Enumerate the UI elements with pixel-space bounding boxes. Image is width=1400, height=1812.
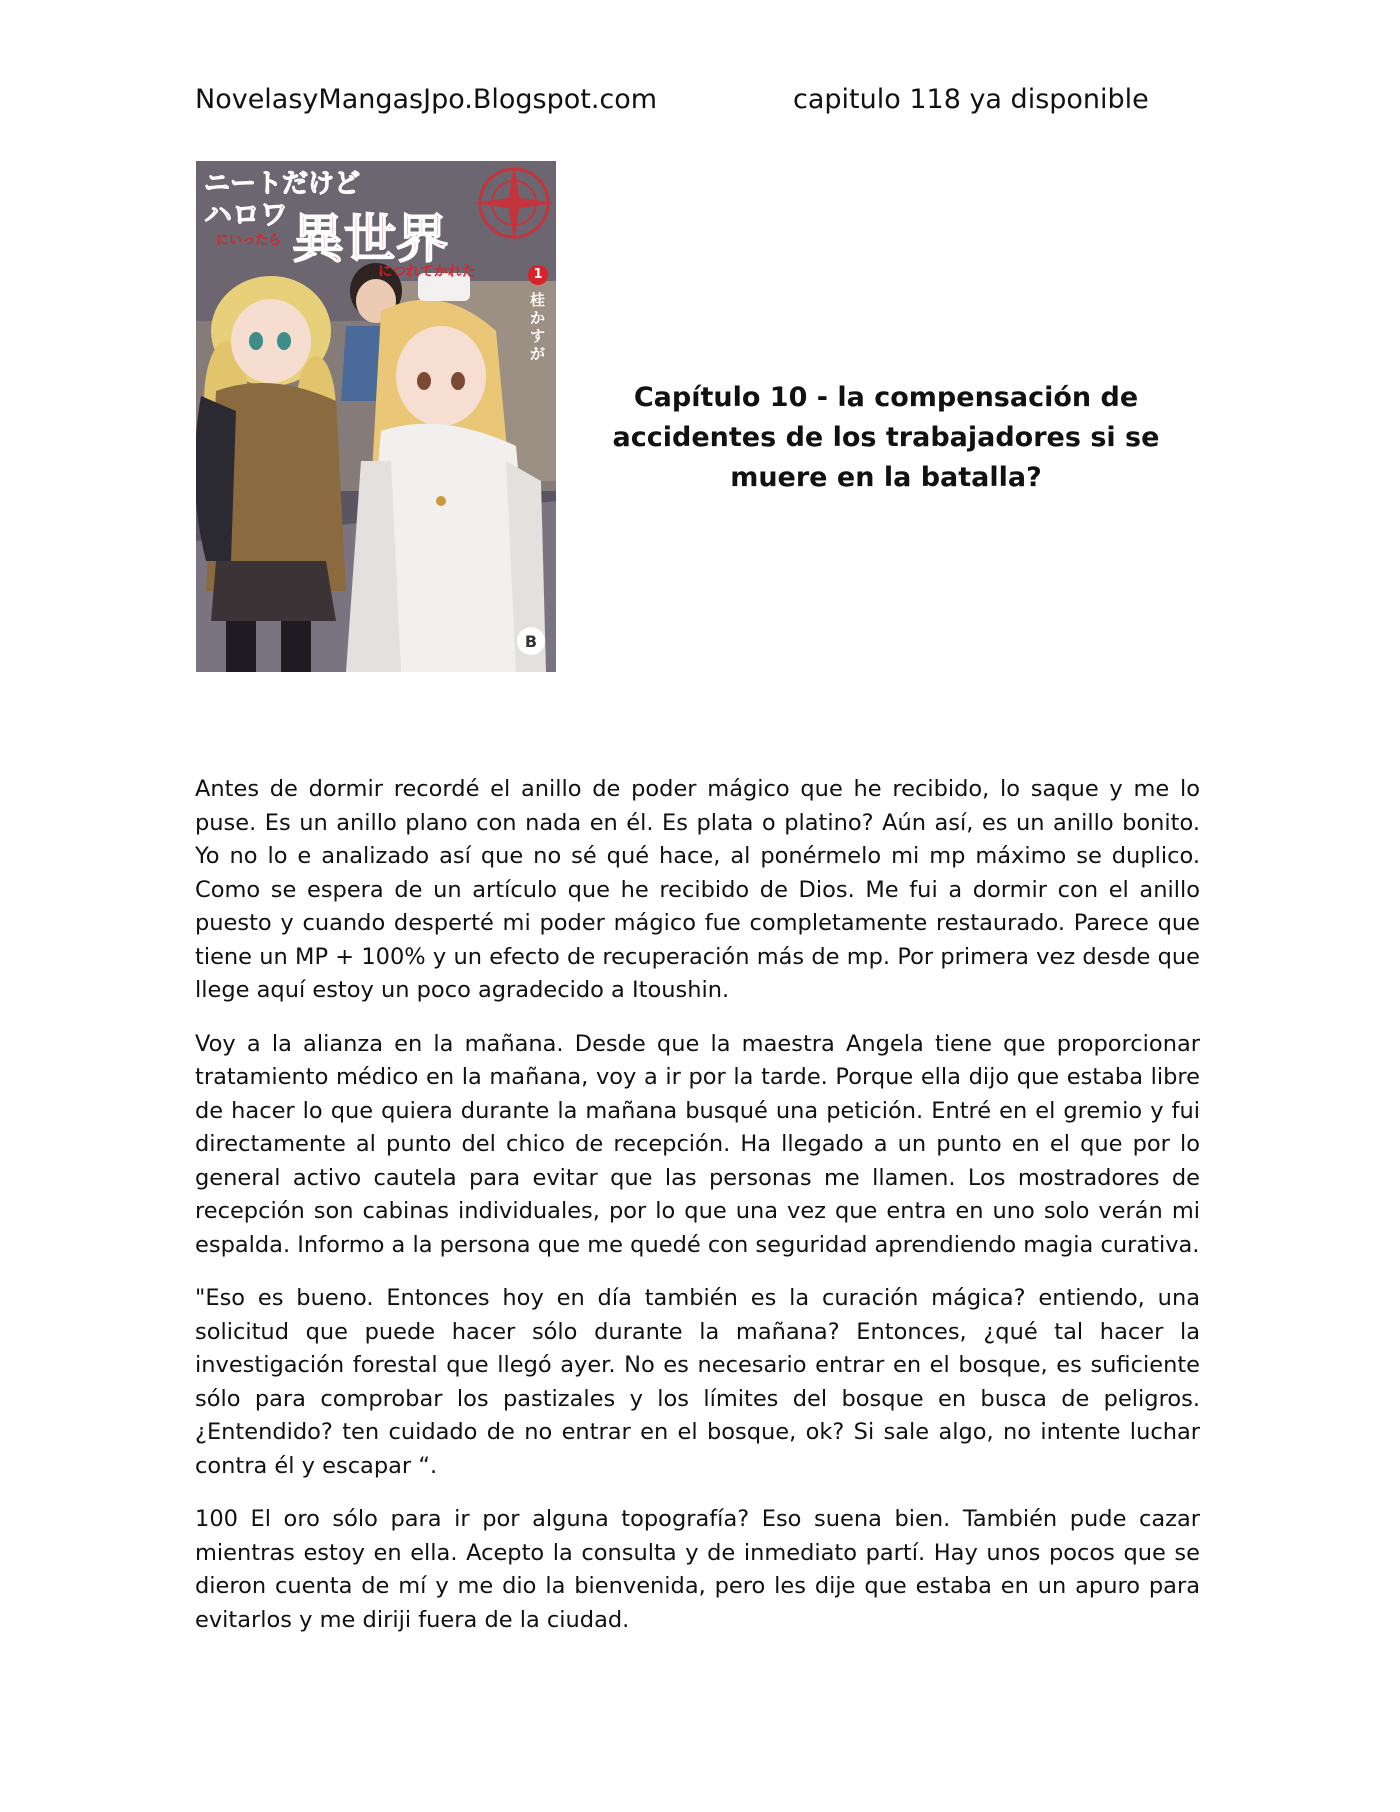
book-cover-image <box>196 161 556 672</box>
cover-title-line3: にいったら <box>216 233 282 248</box>
cover-author: 桂かすが <box>530 291 546 363</box>
svg-text:B: B <box>524 632 538 651</box>
character-left <box>196 276 346 672</box>
publisher-logo <box>517 627 545 655</box>
paragraph: Voy a la alianza en la mañana. Desde que la maestra Angela tiene que proporcionar tratamiento médico en la mañana, voy a ir por la tarde. Porque ella dijo que estaba libre de hacer lo que quiera durante la mañana busqué una petición. Entré en el gremio y fui directamente al punto del chico de recepción. Ha llegado a un punto en el que por lo general activo cautela para evitar que las personas me llamen. Los mostradores de recepción son cabinas individuales, por lo que una vez que entra en uno solo verán mi espalda. Informo a la persona que me quedé con seguridad aprendiendo magia curativa. <box>195 1030 1200 1258</box>
chapter-availability-notice: capitulo 118 ya disponible <box>793 84 1149 115</box>
cover-volume-badge: 1 <box>528 265 548 285</box>
cover-title-line2: ハロワ <box>204 198 289 231</box>
paragraph: 100 El oro sólo para ir por alguna topografía? Eso suena bien. También pude cazar mientras estoy en ella. Acepto la consulta y de inmediato partí. Hay unos pocos que se dieron cuenta de mí y me dio la bienvenida, pero les dije que estaba en un apuro para evitarlos y me diriji fuera de la ciudad. <box>195 1506 1200 1633</box>
cover-title-main: 異世界 <box>292 210 449 270</box>
paragraph: Antes de dormir recordé el anillo de poder mágico que he recibido, lo saque y me lo puse. Es un anillo plano con nada en él. Es plata o platino? Aún así, es un anillo bonito. Yo no lo e analizado así que no sé qué hace, al ponérmelo mi mp máximo se duplico. Como se espera de un artículo que he recibido de Dios. Me fui a dormir con el anillo puesto y cuando desperté mi poder mágico fue completamente restaurado. Parece que tiene un MP + 100% y un efecto de recuperación más de mp. Por primera vez desde que llege aquí estoy un poco agradecido a Itoushin. <box>195 776 1200 1003</box>
cover-title-line4: につれてかれた <box>378 264 476 280</box>
paragraph: "Eso es bueno. Entonces hoy en día también es la curación mágica? entiendo, una solicitud que puede hacer sólo durante la mañana? Entonces, ¿qué tal hacer la investigación forestal que llegó ayer. No es necesario entrar en el bosque, es suficiente sólo para comprobar los pastizales y los límites del bosque en busca de peligros. ¿Entendido? ten cuidado de no entrar en el bosque, ok? Si sale algo, no intente luchar contra él y escapar “. <box>195 1285 1200 1479</box>
site-name: NovelasyMangasJpo.Blogspot.com <box>195 84 658 115</box>
cover-title-line1: ニートだけど <box>204 169 361 199</box>
chapter-title: Capítulo 10 - la compensación de accidentes de los trabajadores si se muere en la batalla? <box>612 382 1160 493</box>
chapter-body <box>195 773 1200 1657</box>
